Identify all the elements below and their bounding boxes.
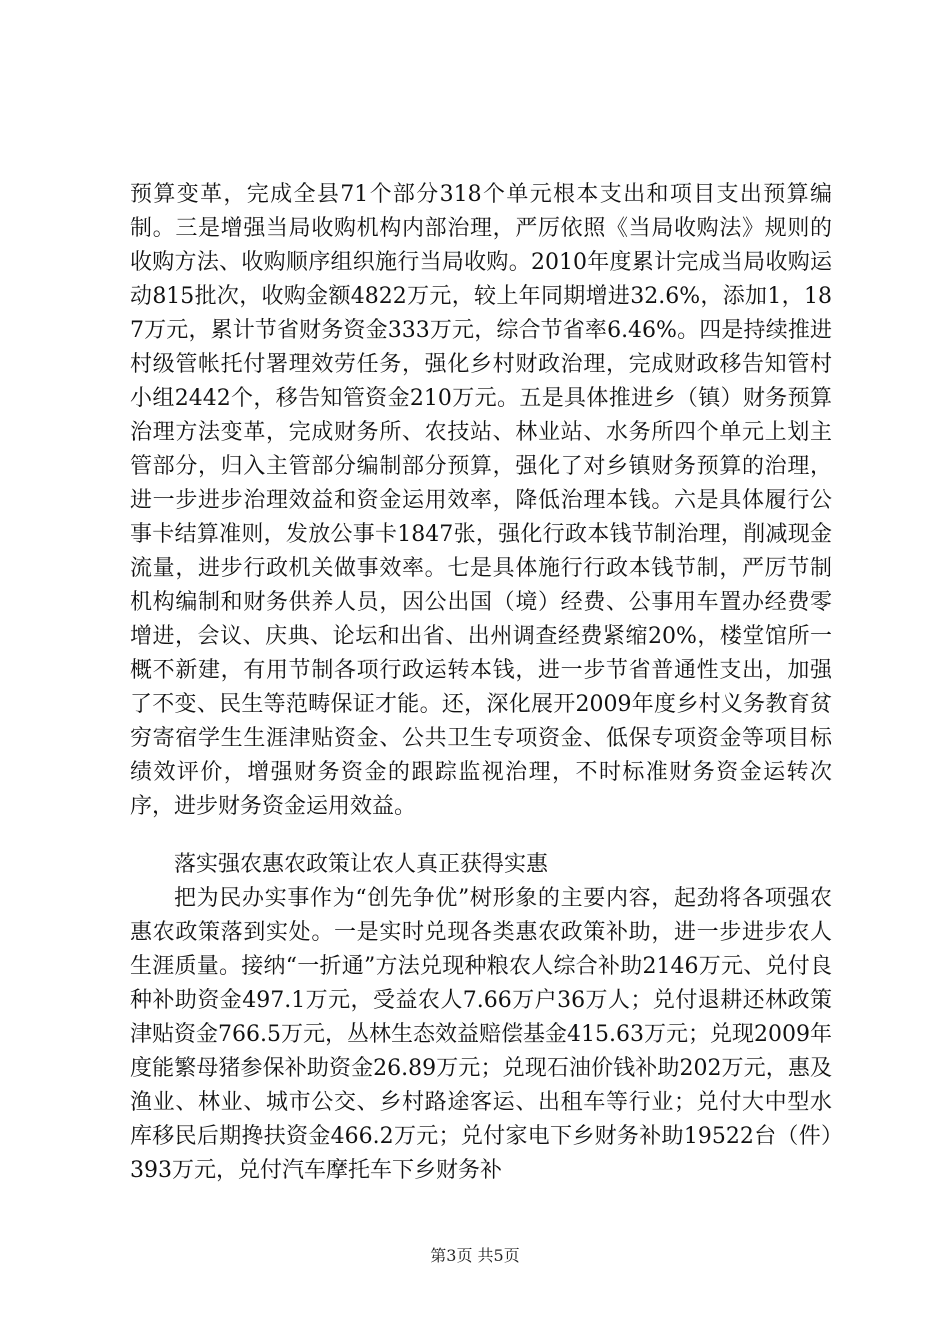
- section-heading: 落实强农惠农政策让农人真正获得实惠: [174, 852, 549, 877]
- body-paragraph-2: 把为民办实事作为“创先争优”树形象的主要内容，起劲将各项强农惠农政策落到实处。一是实时兑现各类惠农政策补助，进一步进步农人生涯质量。接纳“一折通”方法兑现种粮农人综合补助2146万元、兑付良种补助资金497.1万元，受益农人7.66万户36万人；兑付退耕还林政策津贴资金766.5万元，丛林生态效益赔偿基金415.63万元；兑现2009年度能繁母猪参保补助资金26.89万元；兑现石油价钱补助202万元，惠及渔业、林业、城市公交、乡村路途客运、出租车等行业；兑付大中型水库移民后期搀扶资金466.2万元；兑付家电下乡财务补助19522台（件）393万元，兑付汽车摩托车下乡财务补: [130, 886, 832, 1183]
- body-paragraph-1: 预算变革，完成全县71个部分318个单元根本支出和项目支出预算编制。三是增强当局收购机构内部治理，严厉依照《当局收购法》规则的收购方法、收购顺序组织施行当局收购。2010年度累计完成当局收购运动815批次，收购金额4822万元，较上年同期增进32.6%，添加1，187万元，累计节省财务资金333万元，综合节省率6.46%。四是持续推进村级管帐托付署理效劳任务，强化乡村财政治理，完成财政移告知管村小组2442个，移告知管资金210万元。五是具体推进乡（镇）财务预算治理方法变革，完成财务所、农技站、林业站、水务所四个单元上划主管部分，归入主管部分编制部分预算，强化了对乡镇财务预算的治理，进一步进步治理效益和资金运用效率，降低治理本钱。六是具体履行公事卡结算准则，发放公事卡1847张，强化行政本钱节制治理，削减现金流量，进步行政机关做事效率。七是具体施行行政本钱节制，严厉节制机构编制和财务供养人员，因公出国（境）经费、公事用车置办经费零增进，会议、庆典、论坛和出省、出州调查经费紧缩20%，楼堂馆所一概不新建，有用节制各项行政运转本钱，进一步节省普通性支出，加强了不变、民生等范畴保证才能。还，深化展开2009年度乡村义务教育贫穷寄宿学生生涯津贴资金、公共卫生专项资金、低保专项资金等项目标绩效评价，增强财务资金的跟踪监视治理，不时标准财务资金运转次序，进步财务资金运用效益。: [130, 182, 832, 819]
- page-footer: 第3页 共5页: [430, 1246, 520, 1265]
